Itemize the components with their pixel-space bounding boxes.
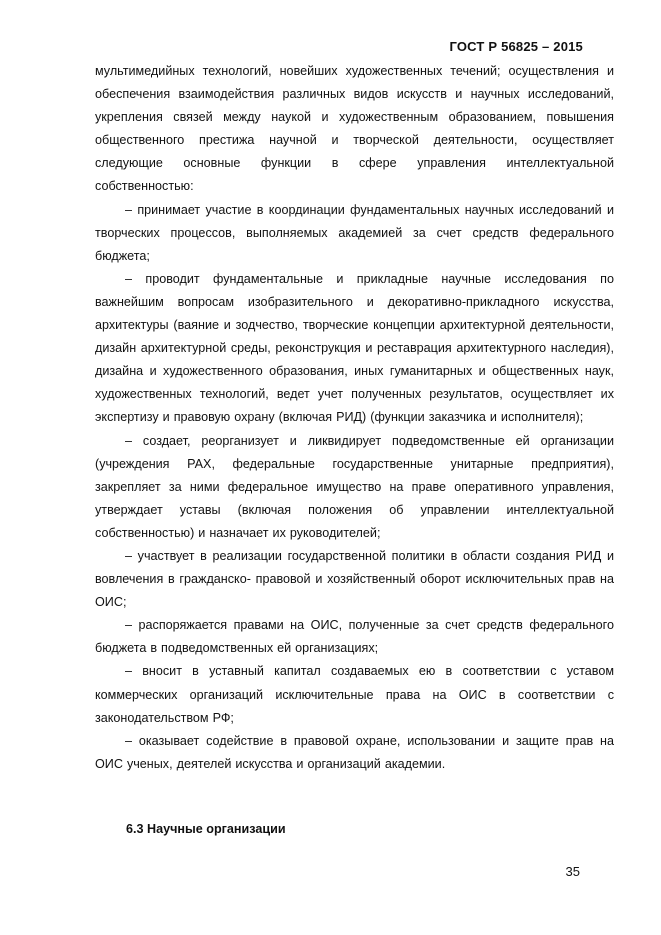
list-item: – распоряжается правами на ОИС, полученные за счет средств федерального бюджета в подведомственных ей организациях; [95,618,614,656]
list-item: – создает, реорганизует и ликвидирует подведомственные ей организации (учреждения РАХ, федеральные государственные унитарные предприятия), закрепляет за ними федеральное имущество на праве оперативного управления, утверждает уставы (включая положения об управлении интеллектуальной собственностью) и назначает их руководителей; [95,433,614,540]
page-header: ГОСТ Р 56825 – 2015 [449,39,583,54]
list-item: – участвует в реализации государственной политики в области создания РИД и вовлечения в гражданско- правовой и хозяйственный оборот исключительных прав на ОИС; [95,548,614,610]
list-item: – оказывает содействие в правовой охране, использовании и защите прав на ОИС ученых, деятелей искусства и организаций академии. [95,733,614,771]
list-item: – проводит фундаментальные и прикладные научные исследования по важнейшим вопросам изобразительного и декоративно-прикладного искусства, архитектуры (ваяние и зодчество, творческие концепции архитектурной деятельности, дизайн архитектурной среды, реконструкция и реставрация архитектурного наследия), дизайна и художественного образования, иных гуманитарных и общественных наук, художественных технологий, ведет учет полученных результатов, осуществляет их экспертизу и правовую охрану (включая РИД) (функции заказчика и исполнителя); [95,271,614,425]
document-body [95,60,614,776]
list-item: – вносит в уставный капитал создаваемых ею в соответствии с уставом коммерческих организаций исключительные права на ОИС в соответствии с законодательством РФ; [95,664,614,725]
list-item: – принимает участие в координации фундаментальных научных исследований и творческих процессов, выполняемых академией за счет средств федерального бюджета; [95,202,614,263]
section-heading: 6.3 Научные организации [126,822,286,836]
page-number: 35 [565,864,580,879]
paragraph-continuation: мультимедийных технологий, новейших художественных течений; осуществления и обеспечения взаимодействия различных видов искусств и научных исследований, укрепления связей между наукой и художественным образованием, повышения общественного престижа научной и творческой деятельности, осуществляет следующие основные функции в сфере управления интеллектуальной собственностью: [95,64,614,194]
